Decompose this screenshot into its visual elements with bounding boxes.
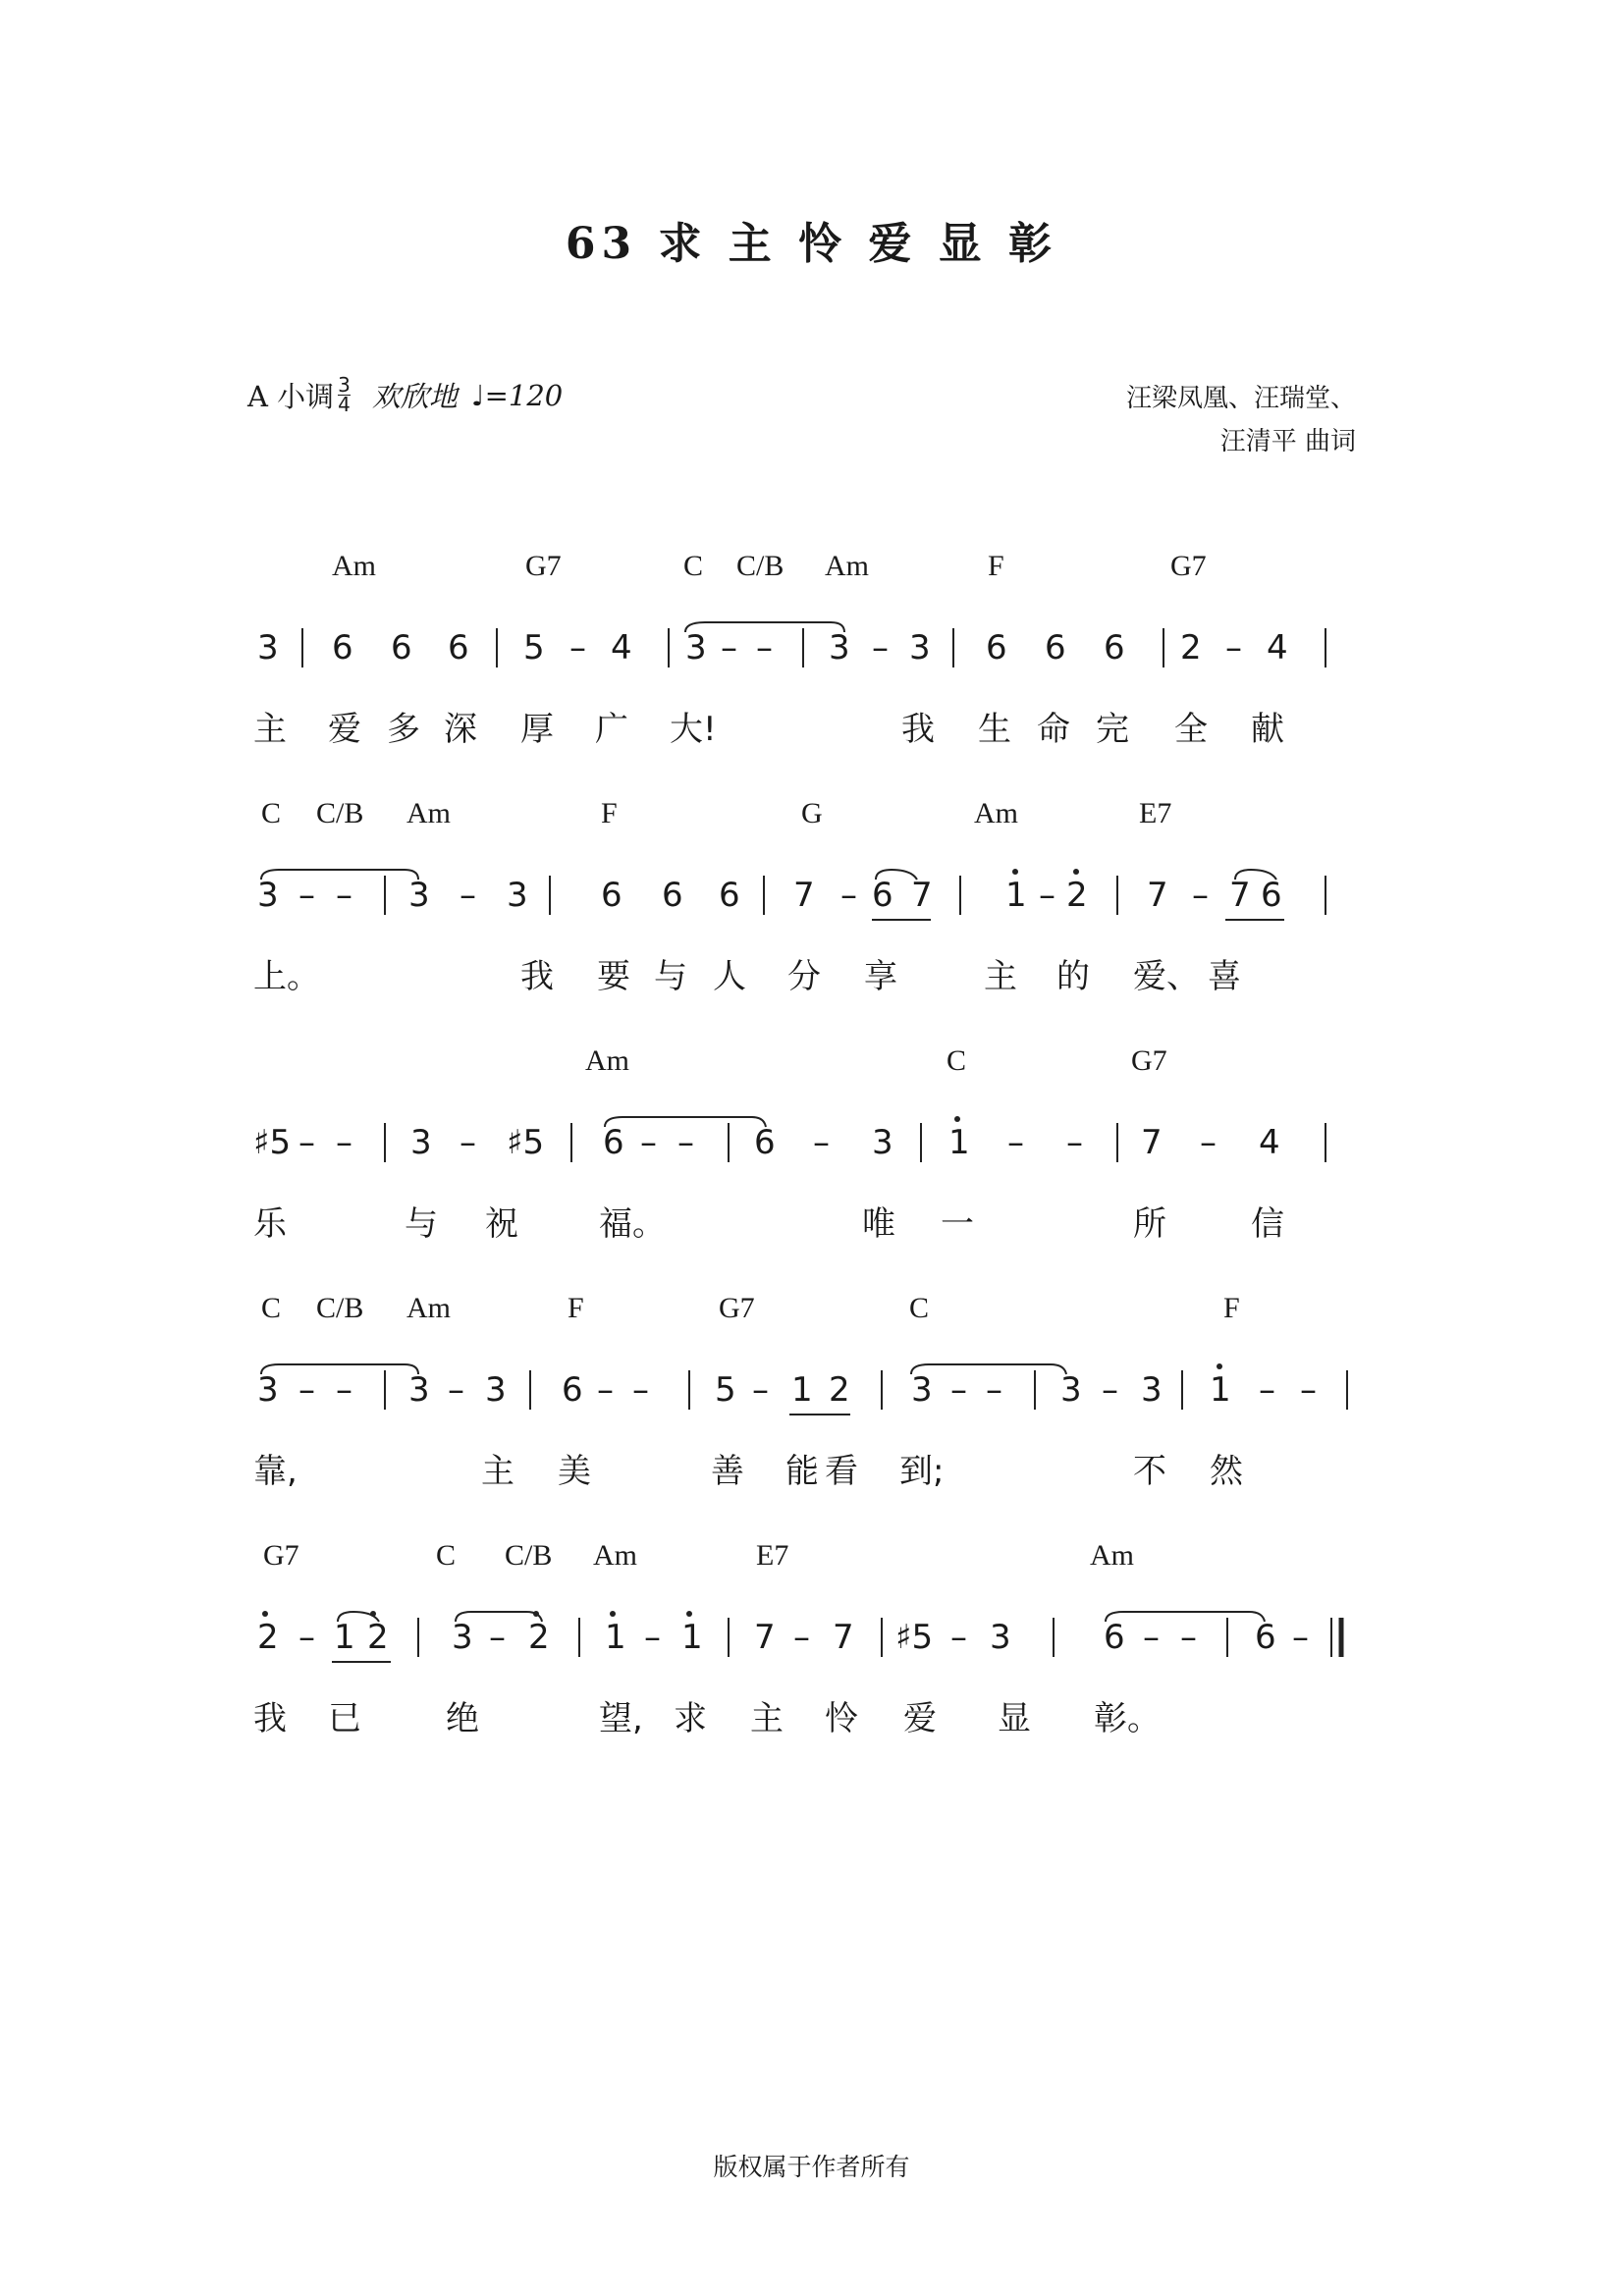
lyric-word: 全 — [1174, 710, 1208, 749]
note: 1 — [791, 1370, 813, 1410]
time-denominator: 4 — [338, 393, 351, 416]
note: 6 — [1104, 1618, 1125, 1657]
note: 7 — [1229, 876, 1251, 915]
chord-symbol: G7 — [719, 1292, 755, 1324]
lyric-word: 靠, — [253, 1452, 298, 1491]
lyric-word: 善 — [711, 1452, 744, 1491]
lyric-word: 主 — [253, 710, 287, 749]
note: 2 — [829, 1370, 850, 1410]
lyric-word: 怜 — [825, 1699, 858, 1738]
note: 6 — [662, 876, 683, 915]
music-system-1 — [253, 550, 1353, 775]
note: 2 — [528, 1618, 550, 1657]
lyric-word: 献 — [1251, 710, 1284, 749]
note: 3 — [257, 1370, 279, 1410]
chord-symbol: C/B — [316, 1292, 364, 1324]
note: 4 — [1267, 628, 1288, 667]
chord-symbol: F — [601, 797, 618, 829]
lyric-word: 多 — [387, 710, 420, 749]
note: 3 — [1141, 1370, 1163, 1410]
lyric-word: 人 — [713, 957, 746, 996]
note: – — [1066, 1123, 1083, 1162]
chord-symbol: Am — [406, 1292, 451, 1324]
lyric-word: 爱、 — [1133, 957, 1200, 996]
lyric-word: 主 — [984, 957, 1017, 996]
note: – — [336, 1370, 352, 1410]
note: ♯5 — [507, 1123, 545, 1162]
chord-symbol: G — [801, 797, 823, 829]
chord-symbol: C/B — [505, 1539, 553, 1572]
note: 7 — [833, 1618, 854, 1657]
note: 6 — [1045, 628, 1066, 667]
lyric-word: 厚 — [520, 710, 554, 749]
chord-symbol: G7 — [263, 1539, 299, 1572]
note: 2 — [367, 1618, 389, 1657]
note: – — [298, 1123, 315, 1162]
note: – — [640, 1123, 657, 1162]
time-numerator: 3 — [338, 373, 351, 397]
chord-symbol: Am — [1090, 1539, 1134, 1572]
note: 3 — [829, 628, 850, 667]
lyric-word: 乐 — [253, 1204, 287, 1244]
note: 6 — [601, 876, 622, 915]
note: 3 — [685, 628, 707, 667]
note: 6 — [603, 1123, 624, 1162]
chord-symbol: C — [683, 550, 704, 582]
lyric-word: 然 — [1210, 1452, 1243, 1491]
note: – — [1102, 1370, 1118, 1410]
note: – — [460, 876, 476, 915]
lyric-word: 完 — [1096, 710, 1129, 749]
note: 6 — [1104, 628, 1125, 667]
note: 7 — [911, 876, 933, 915]
note: 6 — [562, 1370, 583, 1410]
lyric-word: 望, — [599, 1699, 643, 1738]
lyric-word: 上。 — [253, 957, 320, 996]
lyric-word: 能 — [785, 1452, 819, 1491]
note: 3 — [408, 1370, 430, 1410]
lyric-row — [253, 702, 1353, 749]
note: 6 — [332, 628, 353, 667]
authors-line-1: 汪梁凤凰、汪瑞堂、 — [1125, 384, 1356, 413]
tempo-bpm: ♩=120 — [470, 378, 564, 412]
note: 6 — [719, 876, 740, 915]
authors-credit — [1126, 377, 1356, 463]
note: – — [298, 1618, 315, 1657]
chord-symbol: E7 — [756, 1539, 789, 1572]
chord-symbol: G7 — [1170, 550, 1207, 582]
chord-row — [253, 1539, 1353, 1578]
lyric-row — [253, 1691, 1353, 1738]
music-system-2 — [253, 797, 1353, 1023]
lyric-word: 与 — [405, 1204, 438, 1244]
note: 3 — [1060, 1370, 1082, 1410]
chord-symbol: Am — [593, 1539, 637, 1572]
note: – — [1200, 1123, 1217, 1162]
note: – — [752, 1370, 769, 1410]
lyric-word: 命 — [1037, 710, 1070, 749]
lyric-word: 求 — [674, 1699, 707, 1738]
note: – — [448, 1370, 464, 1410]
note: 6 — [1261, 876, 1282, 915]
lyric-word: 大! — [670, 710, 717, 749]
note: 3 — [408, 876, 430, 915]
note: 2 — [1066, 876, 1088, 915]
lyric-word: 喜 — [1208, 957, 1241, 996]
note: – — [677, 1123, 694, 1162]
note: – — [950, 1618, 967, 1657]
authors-line-2: 汪清平 曲词 — [1219, 427, 1356, 456]
note: – — [1292, 1618, 1309, 1657]
note: 7 — [793, 876, 815, 915]
chord-symbol: Am — [825, 550, 869, 582]
lyric-word: 我 — [901, 710, 935, 749]
lyric-word: 与 — [654, 957, 687, 996]
note: – — [872, 628, 889, 667]
lyric-row — [253, 1197, 1353, 1244]
note: – — [1007, 1123, 1024, 1162]
note: – — [644, 1618, 661, 1657]
note: – — [489, 1618, 506, 1657]
note: – — [336, 876, 352, 915]
chord-symbol: C — [261, 1292, 282, 1324]
note: – — [460, 1123, 476, 1162]
lyric-word: 不 — [1133, 1452, 1166, 1491]
lyric-word: 祝 — [485, 1204, 518, 1244]
note: 7 — [1141, 1123, 1163, 1162]
chord-symbol: C/B — [316, 797, 364, 829]
note: – — [632, 1370, 649, 1410]
note: 6 — [872, 876, 893, 915]
lyric-row — [253, 1444, 1353, 1491]
note: 6 — [448, 628, 469, 667]
notation-row — [253, 876, 1353, 925]
lyric-word: 一 — [941, 1204, 974, 1244]
note: – — [813, 1123, 830, 1162]
note: – — [1180, 1618, 1197, 1657]
lyric-word: 我 — [253, 1699, 287, 1738]
chord-symbol: G7 — [1131, 1044, 1167, 1077]
lyric-row — [253, 949, 1353, 996]
note: – — [756, 628, 773, 667]
lyric-word: 要 — [597, 957, 630, 996]
lyric-word: 信 — [1251, 1204, 1284, 1244]
note: 2 — [257, 1618, 279, 1657]
note: 6 — [1255, 1618, 1276, 1657]
note: 3 — [990, 1618, 1011, 1657]
note: – — [1039, 876, 1055, 915]
note: – — [950, 1370, 967, 1410]
lyric-word: 美 — [558, 1452, 591, 1491]
note: – — [840, 876, 857, 915]
note: 6 — [986, 628, 1007, 667]
note: 3 — [452, 1618, 473, 1657]
note: 7 — [754, 1618, 776, 1657]
note: – — [986, 1370, 1002, 1410]
note: 2 — [1180, 628, 1202, 667]
chord-symbol: Am — [974, 797, 1018, 829]
note: – — [1143, 1618, 1160, 1657]
chord-symbol: C/B — [736, 550, 784, 582]
note: 1 — [681, 1618, 703, 1657]
notation-row — [253, 1123, 1353, 1172]
chord-symbol: G7 — [525, 550, 562, 582]
note: – — [793, 1618, 810, 1657]
music-system-3 — [253, 1044, 1353, 1270]
chord-symbol: Am — [332, 550, 376, 582]
lyric-word: 到; — [899, 1452, 945, 1491]
lyric-word: 绝 — [446, 1699, 479, 1738]
note: 4 — [611, 628, 632, 667]
lyric-word: 显 — [998, 1699, 1031, 1738]
note: – — [336, 1123, 352, 1162]
chord-row — [253, 797, 1353, 836]
lyric-word: 分 — [787, 957, 821, 996]
chord-symbol: F — [1223, 1292, 1240, 1324]
note: – — [1192, 876, 1209, 915]
notation-row — [253, 1370, 1353, 1419]
lyric-word: 的 — [1056, 957, 1090, 996]
chord-symbol: C — [909, 1292, 930, 1324]
lyric-word: 爱 — [328, 710, 361, 749]
chord-symbol: C — [947, 1044, 967, 1077]
notation-row — [253, 628, 1353, 677]
note: – — [721, 628, 737, 667]
chord-symbol: C — [436, 1539, 457, 1572]
chord-symbol: C — [261, 797, 282, 829]
lyric-word: 深 — [444, 710, 477, 749]
note: 1 — [1005, 876, 1027, 915]
page-title: 63 求 主 怜 爱 显 彰 — [565, 219, 1058, 269]
chord-row — [253, 1292, 1353, 1331]
copyright-footer: 版权属于作者所有 — [713, 2153, 910, 2181]
note: 3 — [410, 1123, 432, 1162]
note: 3 — [257, 628, 279, 667]
note: 5 — [523, 628, 545, 667]
note: 3 — [485, 1370, 507, 1410]
chord-row — [253, 550, 1353, 589]
note: 6 — [391, 628, 412, 667]
chord-symbol: F — [988, 550, 1004, 582]
chord-symbol: F — [568, 1292, 584, 1324]
note: 3 — [911, 1370, 933, 1410]
note: – — [1259, 1370, 1275, 1410]
key-signature: A 小调 — [247, 380, 335, 413]
note: 3 — [507, 876, 528, 915]
note: – — [1225, 628, 1242, 667]
lyric-word: 爱 — [903, 1699, 937, 1738]
lyric-word: 所 — [1133, 1204, 1166, 1244]
lyric-word: 我 — [520, 957, 554, 996]
lyric-word: 享 — [864, 957, 897, 996]
note: 7 — [1147, 876, 1168, 915]
lyric-word: 主 — [481, 1452, 514, 1491]
lyric-word: 看 — [825, 1452, 858, 1491]
note: – — [597, 1370, 614, 1410]
time-signature — [338, 373, 351, 416]
note: – — [569, 628, 586, 667]
note: ♯5 — [253, 1123, 292, 1162]
notation-row — [253, 1618, 1353, 1667]
lyric-word: 广 — [595, 710, 628, 749]
chord-row — [253, 1044, 1353, 1084]
note: 1 — [1210, 1370, 1231, 1410]
note: 3 — [872, 1123, 893, 1162]
note: 6 — [754, 1123, 776, 1162]
key-tempo-line — [247, 375, 563, 415]
note: 3 — [257, 876, 279, 915]
note: 4 — [1259, 1123, 1280, 1162]
note: – — [298, 1370, 315, 1410]
lyric-word: 生 — [978, 710, 1011, 749]
note: 1 — [948, 1123, 970, 1162]
note: – — [1300, 1370, 1317, 1410]
note: 1 — [334, 1618, 355, 1657]
lyric-word: 彰。 — [1094, 1699, 1161, 1738]
music-system-5 — [253, 1539, 1353, 1765]
note: 1 — [605, 1618, 626, 1657]
note: 3 — [909, 628, 931, 667]
note: 5 — [715, 1370, 736, 1410]
chord-symbol: Am — [406, 797, 451, 829]
chord-symbol: E7 — [1139, 797, 1172, 829]
tempo-marking: 欢欣地 — [371, 380, 458, 413]
music-system-4 — [253, 1292, 1353, 1518]
lyric-word: 唯 — [862, 1204, 895, 1244]
chord-symbol: Am — [585, 1044, 629, 1077]
note: ♯5 — [895, 1618, 934, 1657]
note: – — [298, 876, 315, 915]
lyric-word: 福。 — [599, 1204, 666, 1244]
lyric-word: 已 — [328, 1699, 361, 1738]
lyric-word: 主 — [750, 1699, 784, 1738]
